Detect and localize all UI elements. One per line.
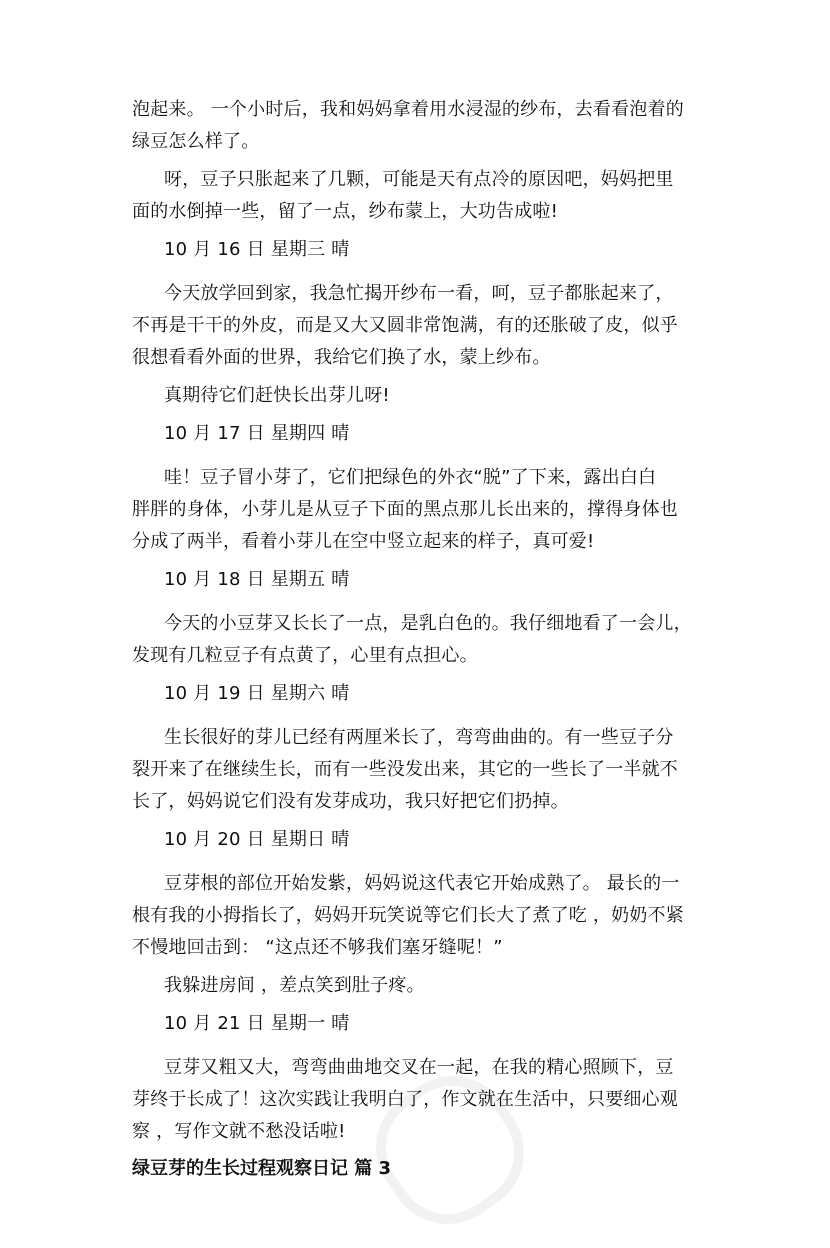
text-line: 哇！豆子冒小芽了，它们把绿色的外衣“脱”了下来，露出白白 — [164, 467, 657, 488]
paragraph — [132, 164, 708, 228]
text-line: 今天放学回到家，我急忙揭开纱布一看，呵，豆子都胀起来了， — [164, 283, 674, 304]
diary-date: 10 月 19 日 星期六 晴 — [164, 683, 350, 704]
text-line: 裂开来了在继续生长，而有一些没发出来，其它的一些长了一半就不 — [132, 759, 678, 780]
diary-date: 10 月 16 日 星期三 晴 — [164, 239, 350, 260]
text-line: 胖胖的身体，小芽儿是从豆子下面的黑点那儿长出来的，撑得身体也 — [132, 499, 678, 520]
text-line: 面的水倒掉一些，留了一点，纱布蒙上，大功告成啦! — [132, 201, 559, 222]
text-line: 豆芽根的部位开始发紫，妈妈说这代表它开始成熟了。 最长的一 — [164, 873, 680, 894]
paragraph — [132, 608, 708, 672]
paragraph — [132, 722, 708, 818]
paragraph — [132, 462, 708, 558]
text-line: 分成了两半，看着小芽儿在空中竖立起来的样子，真可爱! — [132, 531, 595, 552]
text-line: 豆芽又粗又大，弯弯曲曲地交叉在一起，在我的精心照顾下，豆 — [164, 1057, 674, 1078]
text-line: 不再是干干的外皮，而是又大又圆非常饱满，有的还胀破了皮，似乎 — [132, 315, 678, 336]
text-line: 察 ，写作文就不愁没话啦! — [132, 1121, 346, 1142]
text-line: 呀，豆子只胀起来了几颗，可能是天有点冷的原因吧，妈妈把里 — [164, 169, 674, 190]
diary-date: 10 月 21 日 星期一 晴 — [164, 1013, 350, 1034]
diary-date: 10 月 20 日 星期日 晴 — [164, 829, 350, 850]
text-line: 今天的小豆芽又长长了一点，是乳白色的。我仔细地看了一会儿， — [164, 613, 692, 634]
text-line: 不慢地回击到： “这点还不够我们塞牙缝呢！” — [132, 937, 503, 958]
paragraph — [132, 868, 708, 964]
text-line: 泡起来。 一个小时后，我和妈妈拿着用水浸湿的纱布，去看看泡着的 — [132, 99, 684, 120]
text-line: 很想看看外面的世界，我给它们换了水，蒙上纱布。 — [132, 347, 551, 368]
text-line: 根有我的小拇指长了，妈妈开玩笑说等它们长大了煮了吃 ，奶奶不紧 — [132, 905, 684, 926]
text-line: 芽终于长成了！这次实践让我明白了，作文就在生活中，只要细心观 — [132, 1089, 678, 1110]
paragraph — [132, 1052, 708, 1148]
paragraph — [132, 380, 708, 412]
paragraph — [132, 94, 708, 158]
text-line: 长了，妈妈说它们没有发芽成功，我只好把它们扔掉。 — [132, 791, 569, 812]
text-line: 发现有几粒豆子有点黄了，心里有点担心。 — [132, 645, 478, 666]
diary-date: 10 月 18 日 星期五 晴 — [164, 569, 350, 590]
diary-content — [132, 94, 708, 1184]
section-heading: 绿豆芽的生长过程观察日记 篇 3 — [132, 1158, 392, 1179]
diary-date: 10 月 17 日 星期四 晴 — [164, 423, 350, 444]
text-line: 绿豆怎么样了。 — [132, 131, 260, 152]
text-line: 我躲进房间 ，差点笑到肚子疼。 — [164, 975, 425, 996]
text-line: 生长很好的芽儿已经有两厘米长了，弯弯曲曲的。有一些豆子分 — [164, 727, 674, 748]
paragraph — [132, 278, 708, 374]
text-line: 真期待它们赶快长出芽儿呀! — [164, 385, 390, 406]
paragraph — [132, 970, 708, 1002]
